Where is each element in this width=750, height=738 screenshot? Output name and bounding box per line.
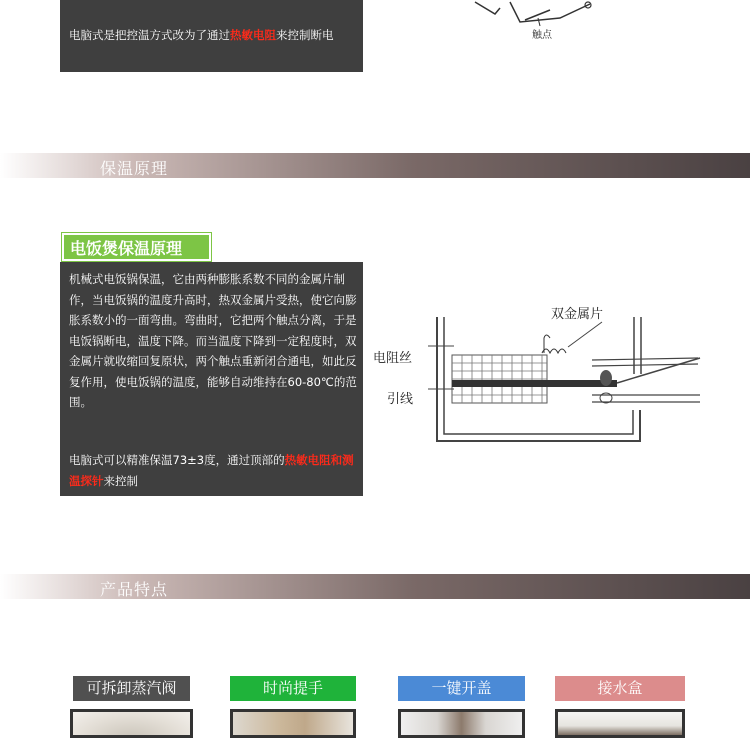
feature-image-removable-valve [70,709,193,738]
section-band-keep-warm [0,153,750,178]
label-resistor-wire: 电阻丝 [373,351,413,366]
keep-warm-paragraph-2: 电脑式可以精准保温73±3度，通过顶部的热敏电阻和测温探针来控制 [69,453,354,488]
bimetal-diagram-svg [370,300,715,450]
feature-label-removable-valve: 可拆卸蒸汽阀 [73,676,190,701]
top-diagram [440,0,640,45]
keep-warm-description-box [60,262,363,496]
contact-label: 触点 [532,30,552,41]
feature-image-one-key-open [398,709,525,738]
top-description-box [60,0,363,72]
feature-label-drip-tray: 接水盒 [555,676,685,701]
section-band-features [0,574,750,599]
feature-label-handle: 时尚提手 [230,676,356,701]
keep-warm-paragraph-1: 机械式电饭锅保温，它由两种膨胀系数不同的金属片制作，当电饭锅的温度升高时，热双金属片受热，使它向膨胀系数小的一面弯曲。弯曲时，它把两个触点分离，于是电饭锅断电，温度下降。而当温度下降到一定程度时，双金属片就收缩回复原状，两个触点重新闭合通电，如此反复作用，使电饭锅的温度，能够自动维持在60-80℃的范围。 [69,272,357,409]
feature-label-one-key-open: 一键开盖 [398,676,525,701]
top-description-text: 电脑式是把控温方式改为了通过热敏电阻来控制断电 [69,28,334,42]
section-title: 产品特点 [100,580,169,599]
keep-warm-badge: 电饭煲保温原理 [62,233,211,261]
label-bimetal: 双金属片 [551,307,604,322]
feature-image-handle [230,709,356,738]
section-title: 保温原理 [100,159,169,178]
feature-image-drip-tray [555,709,685,738]
bimetal-diagram [370,300,715,450]
label-lead-wire: 引线 [387,392,414,407]
